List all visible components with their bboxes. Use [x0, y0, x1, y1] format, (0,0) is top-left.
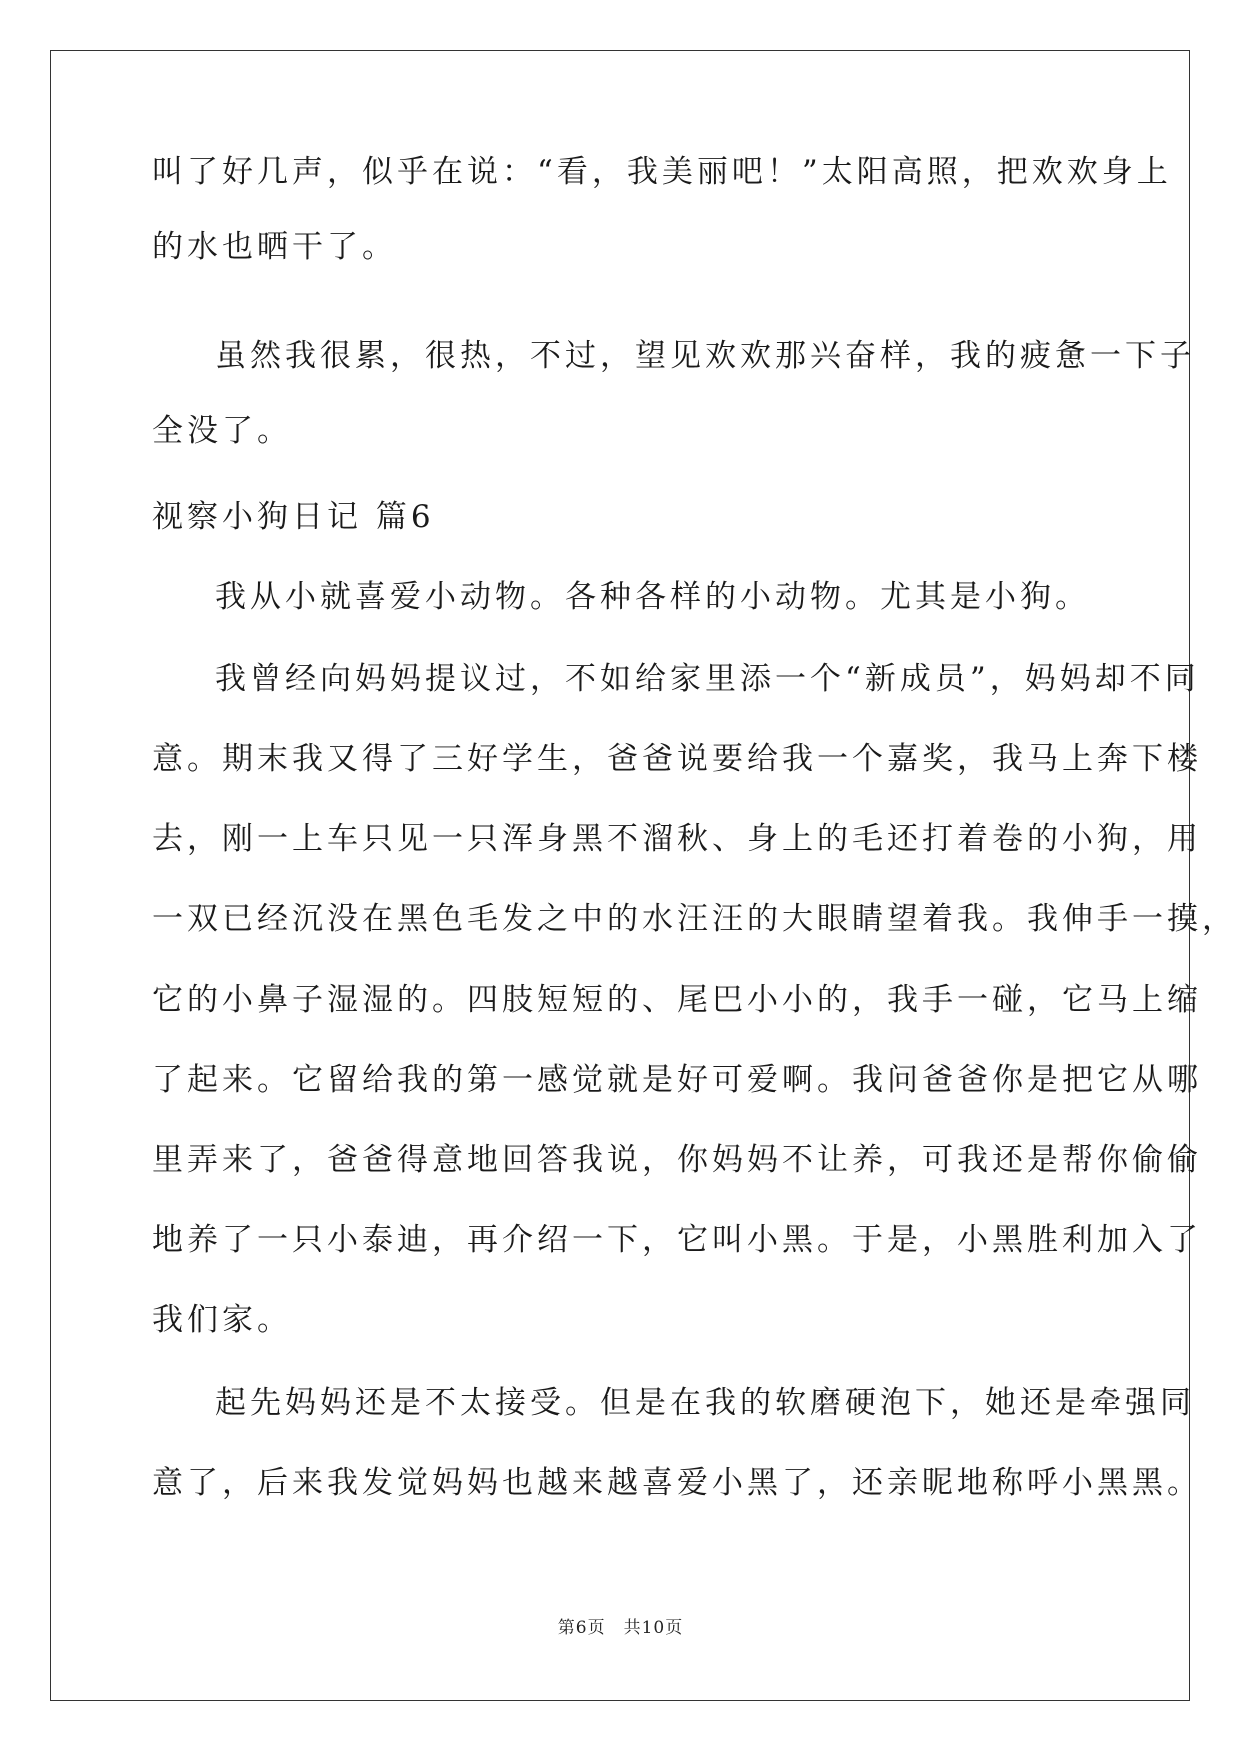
page-border — [50, 50, 1190, 1701]
text-line: 里弄来了，爸爸得意地回答我说，你妈妈不让养，可我还是帮你偷偷 — [152, 1142, 1202, 1178]
paragraph-first-line: 我从小就喜爱小动物。各种各样的小动物。尤其是小狗。 — [215, 579, 1090, 615]
text-line: 它的小鼻子湿湿的。四肢短短的、尾巴小小的，我手一碰，它马上缩 — [152, 982, 1202, 1018]
text-line: 叫了好几声，似乎在说：“看，我美丽吧！”太阳高照，把欢欢身上 — [152, 154, 1172, 190]
text-line: 的水也晒干了。 — [152, 229, 397, 265]
text-line: 意了，后来我发觉妈妈也越来越喜爱小黑了，还亲昵地称呼小黑黑。 — [152, 1465, 1202, 1501]
text-line: 了起来。它留给我的第一感觉就是好可爱啊。我问爸爸你是把它从哪 — [152, 1062, 1202, 1098]
text-line: 全没了。 — [152, 413, 292, 449]
paragraph-first-line: 虽然我很累，很热，不过，望见欢欢那兴奋样，我的疲惫一下子 — [215, 338, 1195, 374]
page-number-footer: 第6页 共10页 — [557, 1618, 684, 1638]
section-heading: 视察小狗日记 篇6 — [152, 499, 435, 535]
text-line: 去，刚一上车只见一只浑身黑不溜秋、身上的毛还打着卷的小狗，用 — [152, 821, 1202, 857]
paragraph-first-line: 起先妈妈还是不太接受。但是在我的软磨硬泡下，她还是牵强同 — [215, 1385, 1195, 1421]
text-line: 意。期末我又得了三好学生，爸爸说要给我一个嘉奖，我马上奔下楼 — [152, 741, 1202, 777]
text-line: 我们家。 — [152, 1302, 292, 1338]
paragraph-first-line: 我曾经向妈妈提议过，不如给家里添一个“新成员”，妈妈却不同 — [215, 661, 1200, 697]
text-line: 一双已经沉没在黑色毛发之中的水汪汪的大眼睛望着我。我伸手一摸， — [152, 901, 1237, 937]
text-line: 地养了一只小泰迪，再介绍一下，它叫小黑。于是，小黑胜利加入了 — [152, 1222, 1202, 1258]
